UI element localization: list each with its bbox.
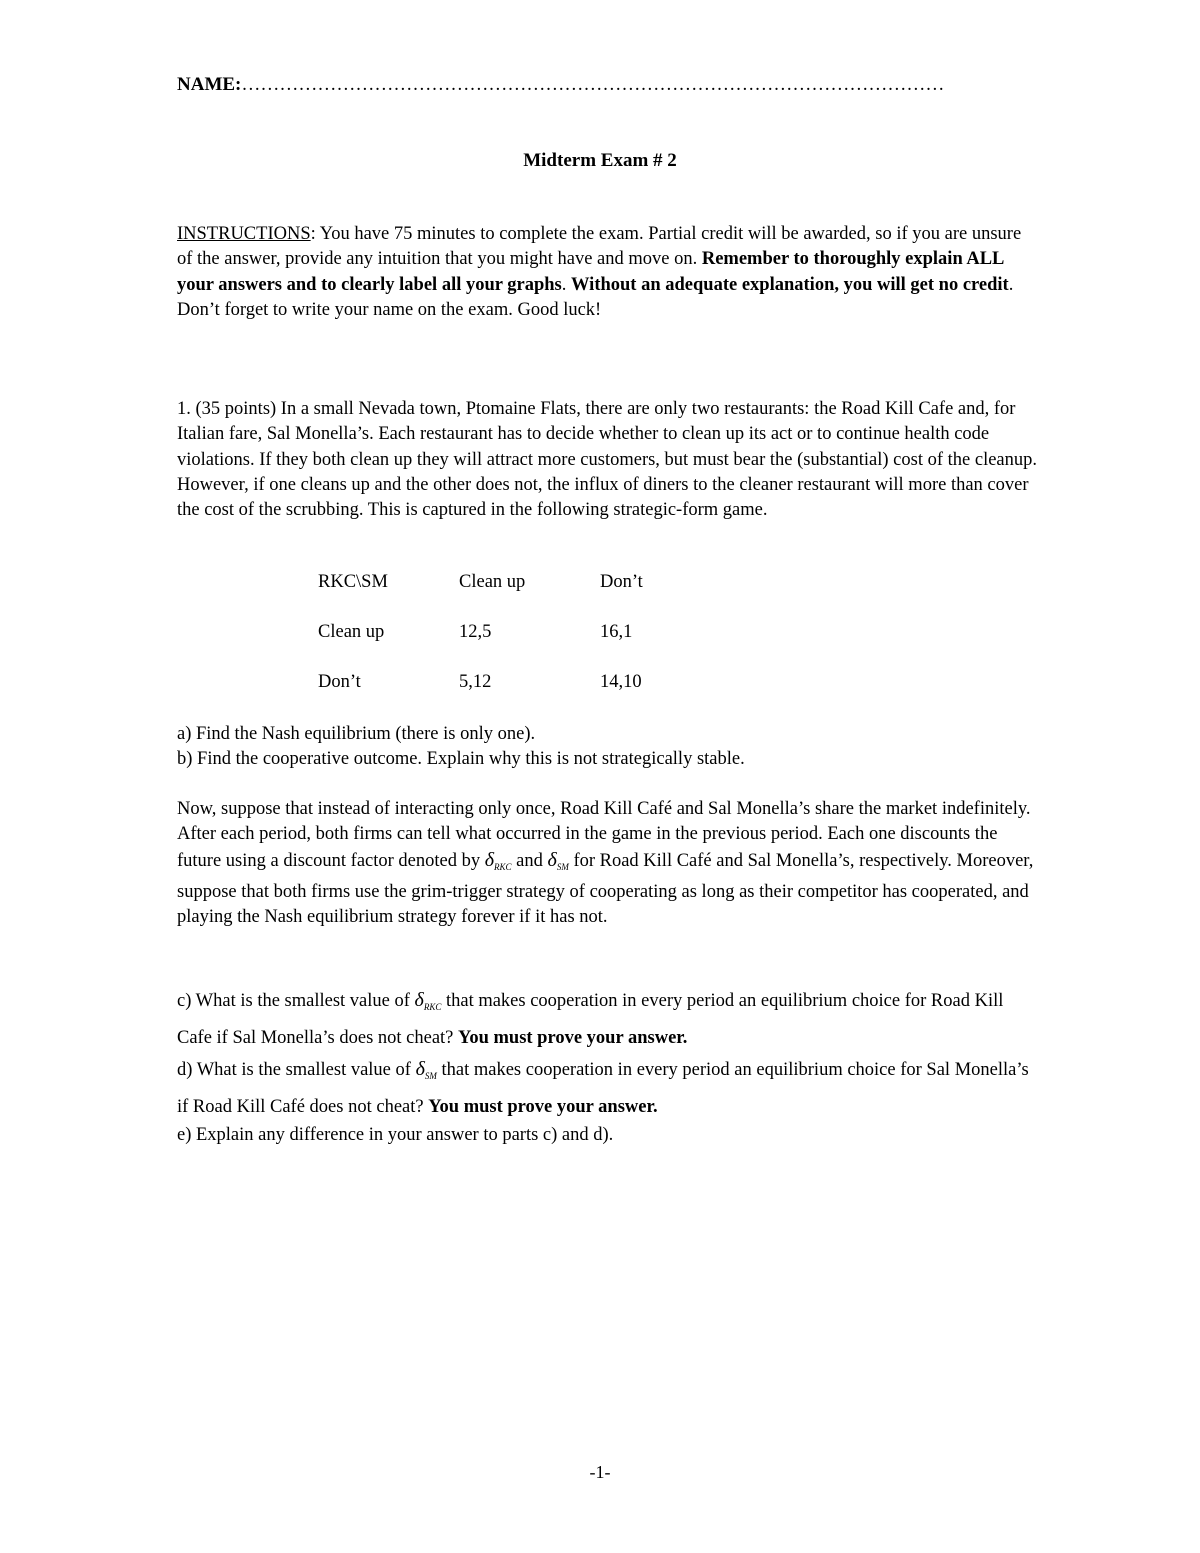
instructions-mid: . xyxy=(561,274,572,295)
table-col-header: Don’t xyxy=(600,572,643,592)
instructions-end: . Don’t forget to write your name on the exam. Good luck! xyxy=(177,274,1014,320)
delta-sm-symbol: $\delta_{SM}$ xyxy=(547,848,569,872)
repeated-and: and xyxy=(511,850,548,871)
table-cell: 14,10 xyxy=(600,672,642,692)
question-1 xyxy=(177,397,1037,523)
instructions-text: : You have 75 minutes to complete the exam. Partial credit will be awarded, so if you are unsure of the answer, provide any intuition that you might have and move on. xyxy=(177,224,1022,270)
table-row-header: Don’t xyxy=(318,672,361,692)
delta-rkc-symbol: $\delta_{RKC}$ xyxy=(414,989,442,1012)
prove-instruction: You must prove your answer. xyxy=(458,1028,688,1048)
part-c: c) What is the smallest value of $\delta_{RKC}$ that makes cooperation in every period an equilibrium choice for Road Kill Cafe if Sal Monella’s does not cheat? You must prove your answer. xyxy=(177,989,1004,1048)
instructions-bold-2: Without an adequate explanation, you will get no credit xyxy=(571,274,1009,295)
exam-title: Midterm Exam # 2 xyxy=(523,150,677,171)
repeated-game-paragraph xyxy=(177,797,1037,930)
instructions-label: INSTRUCTIONS xyxy=(177,224,311,244)
parts-c-d-e xyxy=(177,985,1037,1148)
name-label: NAME: xyxy=(177,74,242,95)
part-a: a) Find the Nash equilibrium (there is only one). xyxy=(177,724,536,744)
delta-sm-symbol: $\delta_{SM}$ xyxy=(415,1058,437,1081)
part-e: e) Explain any difference in your answer to parts c) and d). xyxy=(177,1125,614,1145)
table-col-header: Clean up xyxy=(459,572,526,592)
part-d: d) What is the smallest value of $\delta_{SM}$ that makes cooperation in every period an equilibrium choice for Sal Monella’s if Road Kill Café does not cheat? You must prove your answer. xyxy=(177,1058,1029,1117)
parts-a-b xyxy=(177,722,1037,773)
table-cell: 12,5 xyxy=(459,622,492,642)
table-row-header: Clean up xyxy=(318,622,385,642)
repeated-text-2: for Road Kill Café and Sal Monella’s, respectively. Moreover, suppose that both firms use the grim-trigger strategy of cooperating as long as their competitor has cooperated, and playing the Nash equilibrium strategy forever if it has not. xyxy=(177,850,1034,928)
page-number: -1- xyxy=(589,1462,611,1482)
table-cell: 5,12 xyxy=(459,672,492,692)
repeated-text-1: Now, suppose that instead of interacting only once, Road Kill Café and Sal Monella’s share the market indefinitely. After each period, both firms can tell what occurred in the game in the previous period. Each one discounts the future using a discount factor denoted by xyxy=(177,799,1031,871)
table-cell: 16,1 xyxy=(600,622,633,642)
instructions-paragraph xyxy=(177,222,1037,323)
name-blank: ………………………………………………………………………………………………… xyxy=(241,74,945,95)
instructions-bold-1: Remember to thoroughly explain ALL your answers and to clearly label all your graphs xyxy=(177,249,1004,295)
name-field-line xyxy=(177,74,944,96)
prove-instruction: You must prove your answer. xyxy=(428,1097,658,1117)
question-1-text: 1. (35 points) In a small Nevada town, Ptomaine Flats, there are only two restaurants: the Road Kill Cafe and, for Italian fare, Sal Monella’s. Each restaurant has to decide whether to clean up its act or to continue health code violations. If they both clean up they will attract more customers, but must bear the (substantial) cost of the cleanup. However, if one cleans up and the other does not, the influx of diners to the cleaner restaurant will more than cover the cost of the scrubbing. This is captured in the following strategic-form game. xyxy=(177,399,1038,521)
table-corner-label: RKC\SM xyxy=(318,572,388,592)
part-b: b) Find the cooperative outcome. Explain why this is not strategically stable. xyxy=(177,749,745,770)
delta-rkc-symbol: $\delta_{RKC}$ xyxy=(484,848,512,872)
